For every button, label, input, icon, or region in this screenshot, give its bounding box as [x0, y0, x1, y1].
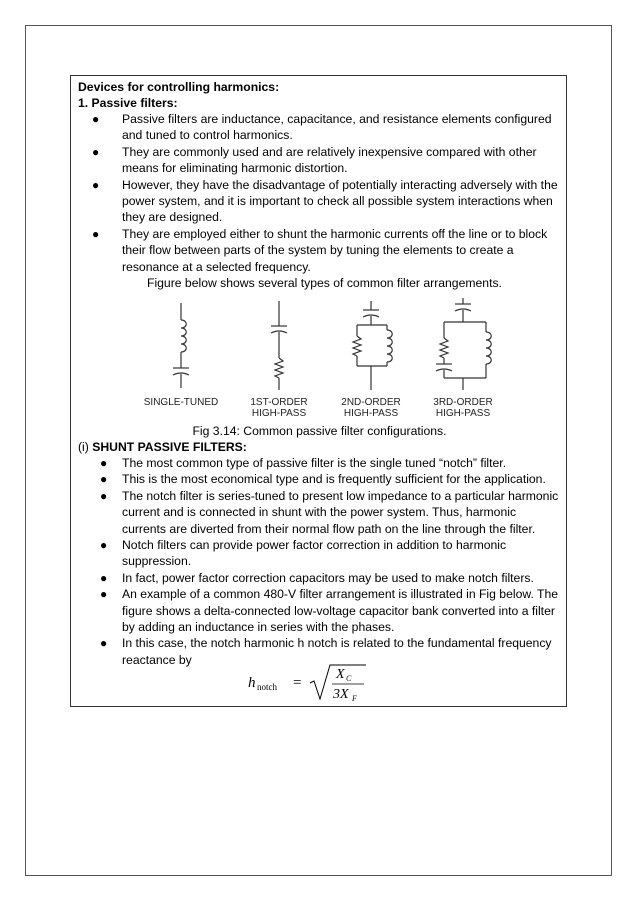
bullet-icon: ● [100, 570, 108, 585]
section-title: SHUNT PASSIVE FILTERS: [92, 440, 247, 454]
list-item [71, 537, 568, 570]
label-first-order-line1: 1ST-ORDER [250, 397, 308, 408]
bullet-text: In fact, power factor correction capacitors may be used to make notch filters. [122, 570, 534, 585]
label-second-order-line1: 2ND-ORDER [341, 397, 401, 408]
formula-denominator-subscript: F [352, 694, 357, 703]
bullet-text: An example of a common 480-V filter arrangement is illustrated in Fig below. The figure shows a delta-connected low-voltage capacitor bank converted into a filter by adding an inductance in series with the phases. [122, 587, 559, 635]
bullet-icon: ● [100, 456, 108, 470]
bullet-text: They are commonly used and are relatively inexpensive compared with other means for eliminating harmonic distortion. [122, 144, 537, 176]
list-item [71, 586, 568, 635]
single-tuned-filter-symbol [173, 303, 189, 388]
bullet-text: The most common type of passive filter is the single tuned “notch” filter. [122, 456, 507, 470]
bullet-text: In this case, the notch harmonic h notch is related to the fundamental frequency reactance by [122, 636, 552, 667]
second-order-high-pass-filter-symbol [353, 301, 392, 390]
label-third-order-line2: HIGH-PASS [435, 408, 491, 418]
list-item [71, 177, 568, 226]
label-single-tuned: SINGLE-TUNED [143, 397, 219, 408]
formula-denominator: 3X [333, 687, 349, 702]
filter-configurations-diagram [131, 298, 511, 418]
formula-lhs-subscript: notch [257, 682, 277, 692]
shunt-filter-bullet-list [71, 455, 568, 668]
passive-filter-bullet-list [71, 111, 568, 275]
bullet-icon: ● [92, 112, 100, 126]
bullet-text: Notch filters can provide power factor correction in addition to harmonic suppression. [122, 538, 507, 569]
first-order-high-pass-filter-symbol [271, 301, 287, 390]
list-item [71, 455, 568, 471]
bullet-icon: ● [100, 538, 108, 553]
bullet-icon: ● [100, 636, 108, 651]
list-item [71, 488, 568, 537]
formula-numerator-subscript: C [346, 674, 352, 683]
bullet-icon: ● [100, 472, 108, 487]
section-heading-passive-filters: 1. Passive filters: [78, 96, 178, 110]
bullet-icon: ● [100, 587, 108, 602]
list-item [71, 471, 568, 487]
bullet-text: This is the most economical type and is frequently sufficient for the application. [122, 472, 546, 487]
bullet-text: The notch filter is series-tuned to present low impedance to a particular harmonic current and is connected in shunt with the power system. Thus, harmonic currents are diverted from their normal flow path on the line through the filter. [122, 488, 559, 536]
bullet-icon: ● [92, 226, 100, 241]
notch-harmonic-formula [236, 661, 376, 703]
list-item [71, 226, 568, 275]
list-item [71, 111, 568, 144]
list-item [71, 570, 568, 586]
figure-intro-text: Figure below shows several types of common filter arrangements. [147, 276, 502, 290]
bullet-icon: ● [92, 144, 100, 159]
label-third-order-line1: 3RD-ORDER [433, 397, 493, 408]
formula-equals: = [293, 675, 302, 691]
bullet-icon: ● [100, 488, 108, 503]
bullet-icon: ● [92, 177, 100, 192]
bullet-text: However, they have the disadvantage of potentially interacting adversely with the power system, and it is important to check all possible system interactions when they are designed. [122, 177, 558, 225]
formula-lhs-symbol: h [248, 675, 256, 691]
third-order-high-pass-filter-symbol [436, 298, 491, 390]
list-item [71, 144, 568, 177]
figure-caption: Fig 3.14: Common passive filter configurations. [192, 424, 447, 438]
section-heading-devices: Devices for controlling harmonics: [78, 80, 280, 94]
section-number: (i) [78, 440, 93, 454]
bullet-text: They are employed either to shunt the harmonic currents off the line or to block their flow between parts of the system by tuning the elements to create a resonance at a selected frequency. [122, 226, 548, 274]
label-first-order-line2: HIGH-PASS [251, 408, 307, 418]
formula-numerator: X [336, 667, 345, 682]
section-heading-shunt-passive-filters [78, 439, 247, 455]
bullet-text: Passive filters are inductance, capacitance, and resistance elements configured and tuned to control harmonics. [122, 112, 552, 143]
label-second-order-line2: HIGH-PASS [343, 408, 399, 418]
content-box [70, 75, 567, 707]
